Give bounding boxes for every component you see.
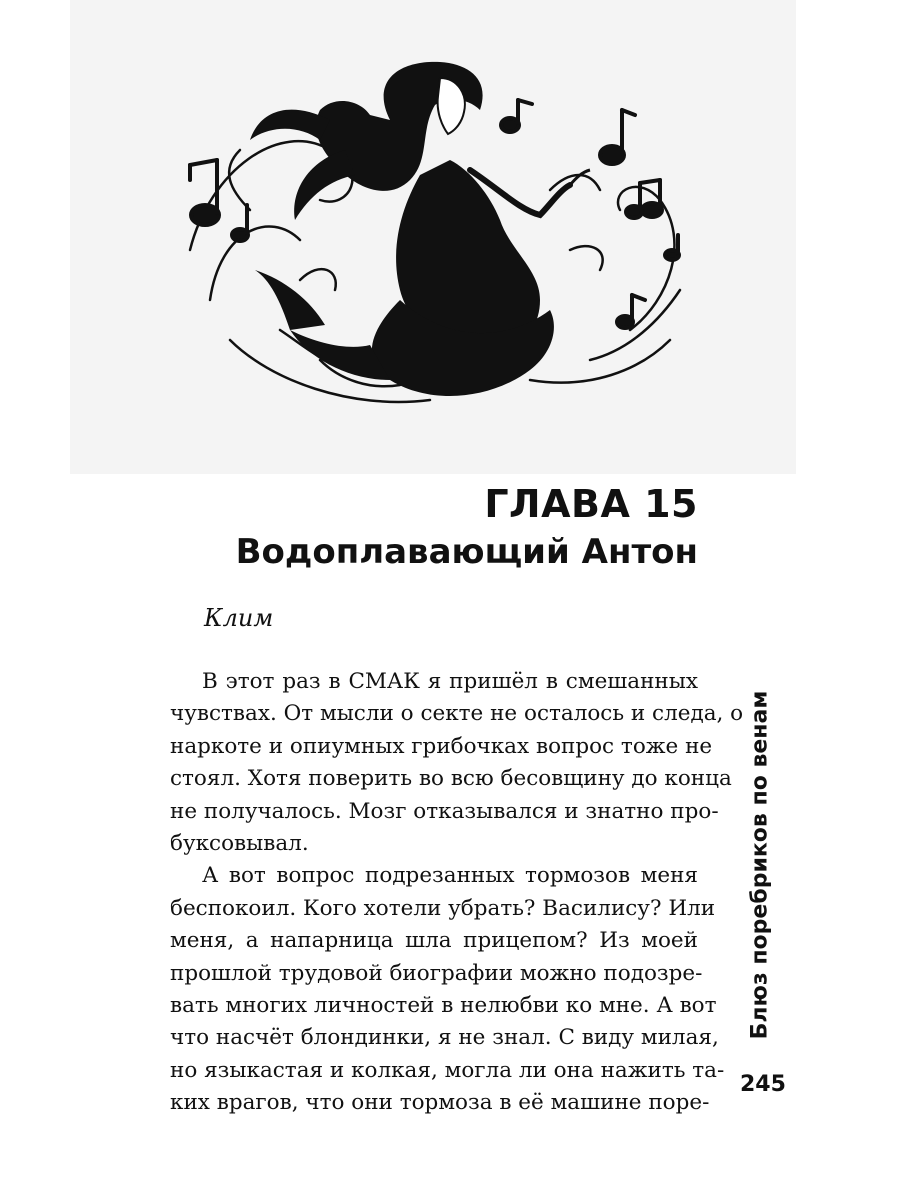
- running-title-text: Блюз поребриков по венам: [747, 690, 773, 1040]
- body-text: [170, 666, 744, 1120]
- text-line: вать многих личностей в нелюбви ко мне. А вот: [170, 993, 717, 1019]
- mermaid-illustration: [70, 0, 796, 474]
- text-line: меня, а напарница шла прицепом? Из моей: [170, 928, 698, 954]
- text-line: наркоте и опиумных грибочках вопрос тоже не: [170, 733, 713, 759]
- narrator-name: Клим: [204, 604, 274, 632]
- text-line: стоял. Хотя поверить во всю бесовщину до конца: [170, 766, 732, 792]
- text-line: чувствах. От мысли о секте не осталось и следа, о: [170, 701, 744, 727]
- text-line: беспокоил. Кого хотели убрать? Василису? Или: [170, 895, 716, 921]
- text-line: ких врагов, что они тормоза в её машине поре-: [170, 1090, 710, 1116]
- text-line: что насчёт блондинки, я не знал. С виду милая,: [170, 1025, 719, 1051]
- text-line: буксовывал.: [170, 831, 309, 857]
- text-line: В этот раз в СМАК я пришёл в смешанных: [202, 669, 698, 694]
- text-line: А вот вопрос подрезанных тормозов меня: [202, 863, 698, 889]
- text-line: не получалось. Мозг отказывался и знатно про-: [170, 798, 719, 824]
- page-number: 245: [740, 1072, 786, 1097]
- running-title: [720, 690, 800, 1040]
- text-line: прошлой трудовой биографии можно подозре-: [170, 960, 703, 986]
- mermaid-with-music-notes-icon: [70, 0, 796, 474]
- chapter-title: Водоплавающий Антон: [235, 532, 698, 572]
- chapter-number: ГЛАВА 15: [484, 482, 698, 526]
- text-line: но языкастая и колкая, могла ли она нажить та-: [170, 1057, 725, 1083]
